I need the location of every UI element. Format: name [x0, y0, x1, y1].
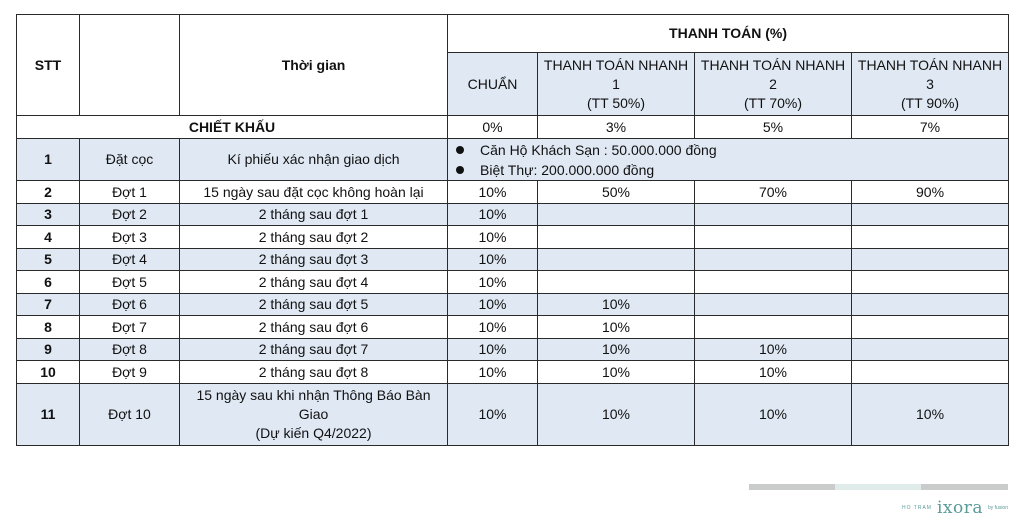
header-thoi-gian: Thời gian [180, 15, 448, 116]
row-nhanh-2 [695, 249, 852, 271]
deposit-desc: Kí phiếu xác nhận giao dịch [180, 139, 448, 181]
row-desc: 15 ngày sau đặt cọc không hoàn lại [180, 181, 448, 204]
row-desc: 2 tháng sau đợt 2 [180, 226, 448, 249]
row-nhanh-2 [695, 204, 852, 226]
row-nhanh-3 [852, 226, 1009, 249]
row-chuan: 10% [448, 204, 538, 226]
row-desc: 2 tháng sau đợt 3 [180, 249, 448, 271]
row-nhanh-3 [852, 204, 1009, 226]
header-nhanh-2-line2: 2 [769, 75, 777, 92]
row-desc: 2 tháng sau đợt 4 [180, 271, 448, 294]
row-phase: Đợt 5 [80, 271, 180, 294]
row-chuan: 10% [448, 226, 538, 249]
row-nhanh-1: 10% [538, 316, 695, 339]
final-stt: 11 [17, 384, 80, 446]
row-nhanh-3 [852, 316, 1009, 339]
row-stt: 8 [17, 316, 80, 339]
row-nhanh-3 [852, 361, 1009, 384]
row-desc: 2 tháng sau đợt 5 [180, 294, 448, 316]
header-nhanh-3-line1: THANH TOÁN NHANH [857, 56, 1003, 73]
brand-suffix: by fusion [987, 505, 1008, 511]
footer-bar-segment [749, 484, 835, 490]
header-nhanh-2-line1: THANH TOÁN NHANH [700, 56, 846, 73]
table-row [17, 181, 1009, 204]
chiet-khau-nhanh-3: 7% [852, 116, 1009, 139]
row-nhanh-1 [538, 204, 695, 226]
row-chuan: 10% [448, 316, 538, 339]
row-desc: 2 tháng sau đợt 6 [180, 316, 448, 339]
row-stt: 10 [17, 361, 80, 384]
final-desc [180, 384, 448, 446]
header-nhanh-1 [538, 53, 695, 116]
final-phase: Đợt 10 [80, 384, 180, 446]
row-nhanh-1 [538, 249, 695, 271]
row-phase: Đợt 1 [80, 181, 180, 204]
final-desc-line3: (Dự kiến Q4/2022) [255, 425, 372, 441]
final-desc-line2: Giao [298, 406, 329, 422]
row-phase: Đợt 8 [80, 339, 180, 361]
chiet-khau-label: CHIẾT KHẤU [17, 116, 448, 139]
row-stt: 3 [17, 204, 80, 226]
row-desc: 2 tháng sau đợt 1 [180, 204, 448, 226]
chiet-khau-chuan: 0% [448, 116, 538, 139]
row-chuan: 10% [448, 249, 538, 271]
chiet-khau-nhanh-1: 3% [538, 116, 695, 139]
header-stt: STT [17, 15, 80, 116]
header-chuan: CHUẨN [448, 53, 538, 116]
row-stt: 4 [17, 226, 80, 249]
chiet-khau-nhanh-2: 5% [695, 116, 852, 139]
deposit-phase: Đặt cọc [80, 139, 180, 181]
table-row [17, 316, 1009, 339]
row-nhanh-1: 10% [538, 361, 695, 384]
row-nhanh-2: 10% [695, 361, 852, 384]
table-row [17, 204, 1009, 226]
header-thanh-toan: THANH TOÁN (%) [448, 15, 1009, 53]
deposit-bullet-villa: Biệt Thự: 200.000.000 đồng [454, 160, 1006, 180]
row-nhanh-3 [852, 249, 1009, 271]
row-stt: 7 [17, 294, 80, 316]
row-nhanh-2 [695, 316, 852, 339]
final-nhanh-2: 10% [695, 384, 852, 446]
row-chuan: 10% [448, 361, 538, 384]
row-desc: 2 tháng sau đợt 7 [180, 339, 448, 361]
header-nhanh-1-line3: (TT 50%) [586, 94, 646, 111]
brand-wordmark: ixora [936, 498, 983, 518]
row-nhanh-2: 10% [695, 339, 852, 361]
table-row [17, 271, 1009, 294]
row-phase: Đợt 9 [80, 361, 180, 384]
row-phase: Đợt 7 [80, 316, 180, 339]
deposit-bullet-apartment: Căn Hộ Khách Sạn : 50.000.000 đồng [454, 140, 1006, 160]
row-phase: Đợt 4 [80, 249, 180, 271]
row-desc: 2 tháng sau đợt 8 [180, 361, 448, 384]
payment-schedule-table [16, 14, 1009, 446]
chiet-khau-row [17, 116, 1009, 139]
table-row [17, 226, 1009, 249]
row-nhanh-3 [852, 271, 1009, 294]
row-nhanh-2: 70% [695, 181, 852, 204]
brand-logo [902, 498, 1008, 518]
brand-prefix: HO TRAM [901, 505, 932, 511]
row-nhanh-3 [852, 339, 1009, 361]
header-nhanh-3-line2: 3 [926, 75, 934, 92]
footer-bar-segment [835, 484, 921, 490]
final-row [17, 384, 1009, 446]
row-phase: Đợt 2 [80, 204, 180, 226]
final-desc-line1: 15 ngày sau khi nhận Thông Báo Bàn [196, 387, 431, 403]
footer-divider-bar [749, 484, 1008, 490]
header-nhanh-3 [852, 53, 1009, 116]
row-nhanh-1: 10% [538, 294, 695, 316]
final-chuan: 10% [448, 384, 538, 446]
footer-bar-segment [921, 484, 1008, 490]
table-row [17, 249, 1009, 271]
header-nhanh-1-line1: THANH TOÁN NHANH [543, 56, 689, 73]
deposit-row [17, 139, 1009, 181]
row-nhanh-2 [695, 271, 852, 294]
row-nhanh-2 [695, 226, 852, 249]
deposit-bullet-list [450, 140, 1006, 180]
row-nhanh-3 [852, 294, 1009, 316]
row-chuan: 10% [448, 339, 538, 361]
header-phase-blank [80, 15, 180, 116]
row-nhanh-1 [538, 226, 695, 249]
row-chuan: 10% [448, 271, 538, 294]
header-nhanh-2-line3: (TT 70%) [743, 94, 803, 111]
final-nhanh-1: 10% [538, 384, 695, 446]
row-nhanh-1: 50% [538, 181, 695, 204]
row-stt: 6 [17, 271, 80, 294]
row-stt: 9 [17, 339, 80, 361]
row-chuan: 10% [448, 294, 538, 316]
row-phase: Đợt 3 [80, 226, 180, 249]
header-nhanh-3-line3: (TT 90%) [900, 94, 960, 111]
final-nhanh-3: 10% [852, 384, 1009, 446]
deposit-amounts [448, 139, 1009, 181]
row-nhanh-2 [695, 294, 852, 316]
header-nhanh-2 [695, 53, 852, 116]
row-chuan: 10% [448, 181, 538, 204]
table-row [17, 294, 1009, 316]
deposit-stt: 1 [17, 139, 80, 181]
row-stt: 2 [17, 181, 80, 204]
table-row [17, 339, 1009, 361]
table-row [17, 361, 1009, 384]
header-nhanh-1-line2: 1 [612, 75, 620, 92]
row-nhanh-3: 90% [852, 181, 1009, 204]
row-nhanh-1 [538, 271, 695, 294]
row-phase: Đợt 6 [80, 294, 180, 316]
row-stt: 5 [17, 249, 80, 271]
row-nhanh-1: 10% [538, 339, 695, 361]
